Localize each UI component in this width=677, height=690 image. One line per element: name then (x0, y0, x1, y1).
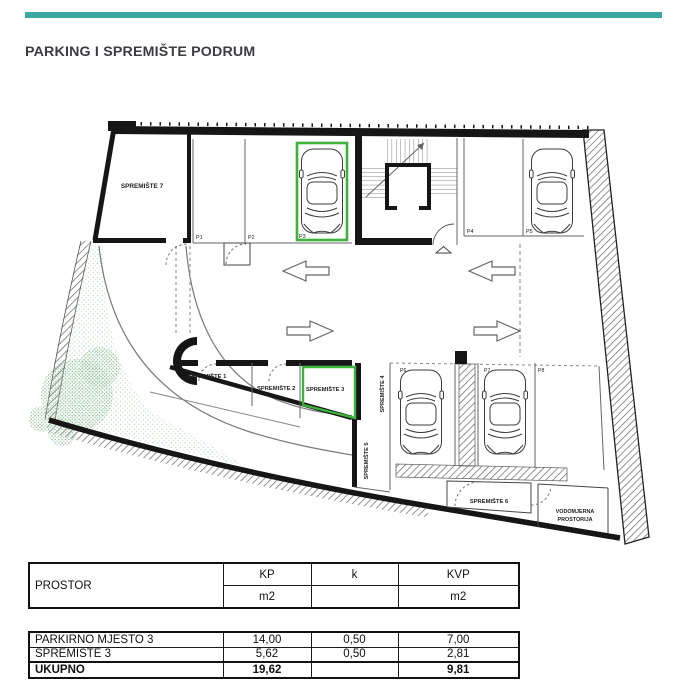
stairwell (355, 136, 457, 253)
row-name: PARKIRNO MJESTO 3 (29, 632, 223, 647)
stair-wall (355, 136, 362, 245)
direction-arrow-right-icon (474, 321, 520, 341)
col-k: k (311, 563, 398, 586)
unit-k (311, 586, 398, 609)
label-vodomjerna-1: VODOMJERNA (555, 509, 595, 515)
section-marker-icon (436, 247, 451, 254)
row-kp: 5,62 (223, 647, 311, 662)
row-kvp: 7,00 (398, 632, 519, 647)
label-p1: P1 (196, 235, 203, 241)
car-icon (483, 370, 528, 454)
car-icon (530, 149, 575, 233)
col-kp: KP (223, 563, 311, 586)
row-kvp: 2,81 (398, 647, 519, 662)
total-name: UKUPNO (29, 662, 223, 678)
label-spremiste-4: SPREMIŠTE 4 (380, 375, 386, 413)
label-spremiste-6: SPREMIŠTE 6 (469, 499, 509, 505)
table-row (29, 632, 519, 647)
col-kvp: KVP (398, 563, 519, 586)
label-spremiste-3: SPREMIŠTE 3 (306, 387, 345, 393)
spremiste7-walls (93, 128, 191, 265)
label-spremiste-1: SPREMIŠTE 1 (188, 374, 227, 380)
page-title: PARKING I SPREMIŠTE PODRUM (25, 44, 256, 60)
label-p5: P5 (526, 229, 533, 235)
label-spremiste-2: SPREMIŠTE 2 (257, 386, 296, 392)
area-tables (28, 562, 518, 679)
car-icon (399, 370, 444, 454)
label-p7: P7 (484, 368, 491, 374)
total-k (311, 662, 398, 678)
unit-kvp: m2 (398, 586, 519, 609)
label-p4: P4 (467, 229, 474, 235)
label-spremiste-5: SPREMIŠTE 5 (364, 442, 370, 480)
label-vodomjerna-2: PROSTORIJA (557, 517, 593, 523)
table-row (29, 647, 519, 662)
row-k: 0,50 (311, 632, 398, 647)
label-p6: P6 (400, 368, 407, 374)
label-p8: P8 (538, 368, 545, 374)
area-table-body (28, 631, 520, 679)
row-kp: 14,00 (223, 632, 311, 647)
label-spremiste-7: SPREMIŠTE 7 (120, 183, 164, 190)
unit-kp: m2 (223, 586, 311, 609)
table-total-row (29, 662, 519, 678)
total-kp: 19,62 (223, 662, 311, 678)
tree-icon (80, 347, 120, 387)
row-k: 0,50 (311, 647, 398, 662)
direction-arrow-right-icon (287, 321, 333, 341)
label-p2: P2 (248, 235, 255, 241)
direction-arrow-left-icon (283, 261, 329, 281)
total-kvp: 9,81 (398, 662, 519, 678)
car-icon (300, 149, 345, 233)
row-name: SPREMIŠTE 3 (29, 647, 223, 662)
label-p3: P3 (299, 234, 306, 240)
col-prostor: PROSTOR (29, 563, 223, 608)
area-table-header (28, 562, 520, 609)
direction-arrow-left-icon (469, 261, 515, 281)
